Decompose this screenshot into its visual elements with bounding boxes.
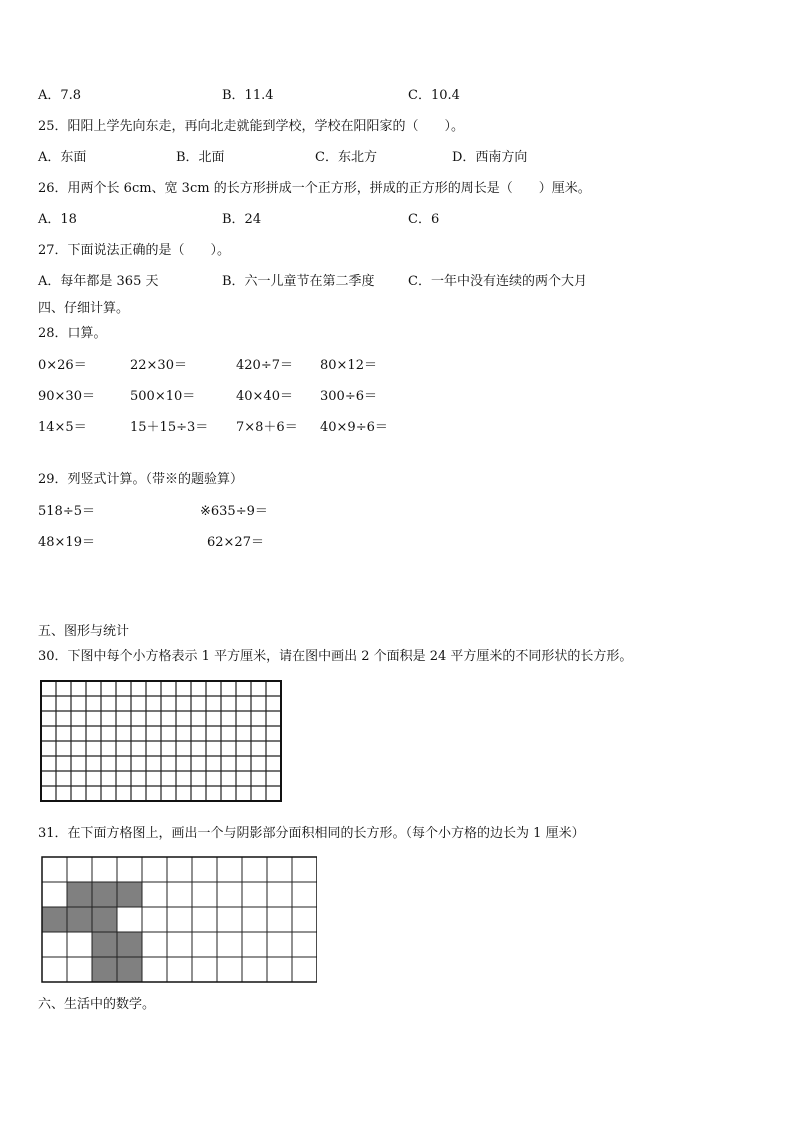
q26-option-a: A．18: [38, 212, 77, 227]
q28-item: 40×40＝: [236, 389, 293, 404]
q29-item: 48×19＝: [38, 535, 95, 550]
shaded-cell: [117, 932, 142, 957]
q28-item: 90×30＝: [38, 389, 95, 404]
q24-option-b: B．11.4: [222, 88, 274, 103]
q30-stem: 30．下图中每个小方格表示 1 平方厘米，请在图中画出 2 个面积是 24 平方厘米的不同形状的长方形。: [38, 649, 633, 664]
q28-item: 14×5＝: [38, 420, 87, 435]
q28-item: 420÷7＝: [236, 358, 293, 373]
q27-option-a: A．每年都是 365 天: [38, 274, 159, 289]
q31-grid[interactable]: [41, 856, 317, 983]
section-5-title: 五、图形与统计: [38, 624, 130, 639]
q27-option-b: B．六一儿童节在第二季度: [222, 274, 375, 289]
q25-stem: 25．阳阳上学先向东走，再向北走就能到学校，学校在阳阳家的（ ）。: [38, 119, 465, 134]
q28-item: 7×8＋6＝: [236, 420, 298, 435]
section-6-title: 六、生活中的数学。: [38, 997, 156, 1012]
section-4-title: 四、仔细计算。: [38, 301, 130, 316]
q28-item: 22×30＝: [130, 358, 187, 373]
q29-stem: 29．列竖式计算。（带※的题验算）: [38, 472, 244, 487]
q25-option-c: C．东北方: [315, 150, 377, 165]
q29-item: 62×27＝: [207, 535, 264, 550]
shaded-cell: [42, 907, 67, 932]
shaded-cell: [92, 907, 117, 932]
q28-item: 0×26＝: [38, 358, 87, 373]
q28-item: 300÷6＝: [320, 389, 377, 404]
shaded-cell: [92, 957, 117, 982]
shaded-cell: [92, 882, 117, 907]
q28-item: 500×10＝: [130, 389, 196, 404]
q26-option-c: C．6: [408, 212, 440, 227]
q28-item: 15＋15÷3＝: [130, 420, 209, 435]
shaded-cell: [117, 882, 142, 907]
shaded-cell: [92, 932, 117, 957]
shaded-cell: [67, 907, 92, 932]
q27-stem: 27．下面说法正确的是（ ）。: [38, 243, 231, 258]
q25-option-a: A．东面: [38, 150, 87, 165]
q25-option-d: D．西南方向: [452, 150, 528, 165]
q25-option-b: B．北面: [176, 150, 225, 165]
q26-stem: 26．用两个长 6cm、宽 3cm 的长方形拼成一个正方形，拼成的正方形的周长是（ ）厘米。: [38, 181, 591, 196]
shaded-cell: [117, 957, 142, 982]
shaded-cell: [67, 882, 92, 907]
q28-stem: 28．口算。: [38, 326, 107, 341]
q24-option-a: A．7.8: [38, 88, 82, 103]
q29-item: ※635÷9＝: [200, 504, 268, 519]
q29-item: 518÷5＝: [38, 504, 95, 519]
q31-stem: 31．在下面方格图上，画出一个与阴影部分面积相同的长方形。（每个小方格的边长为 1 厘米）: [38, 826, 585, 841]
q28-item: 80×12＝: [320, 358, 377, 373]
q24-option-c: C．10.4: [408, 88, 460, 103]
q27-option-c: C．一年中没有连续的两个大月: [408, 274, 587, 289]
q30-grid[interactable]: [40, 680, 285, 805]
q28-item: 40×9÷6＝: [320, 420, 388, 435]
q26-option-b: B．24: [222, 212, 262, 227]
